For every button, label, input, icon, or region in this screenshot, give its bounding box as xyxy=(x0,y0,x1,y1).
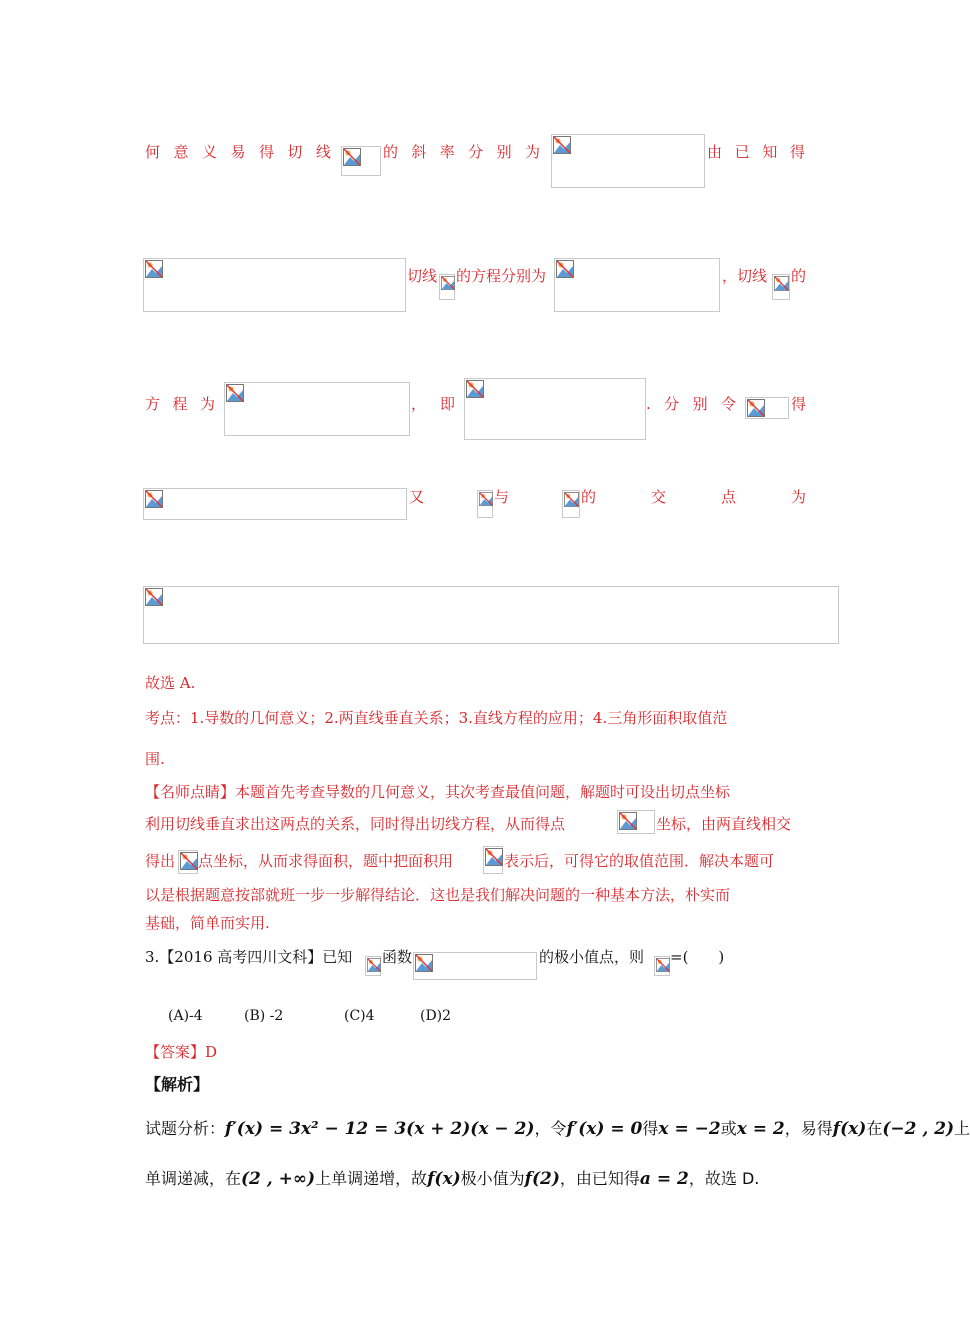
formula-image xyxy=(617,810,655,834)
broken-image-icon xyxy=(343,148,361,166)
q3-suffix: 的极小值点，则 xyxy=(539,948,645,966)
char: 知 xyxy=(762,143,778,161)
broken-image-icon xyxy=(441,276,455,290)
broken-image-icon xyxy=(747,399,765,417)
char: 分 xyxy=(664,395,680,413)
formula-image xyxy=(143,488,407,520)
line1-text-a xyxy=(145,143,331,161)
char: ， xyxy=(411,395,427,413)
knowledge-points-cont: 围. xyxy=(145,750,165,768)
char: 方 xyxy=(145,395,161,413)
option-d: (D)2 xyxy=(420,1008,452,1024)
teacher-comment-l3a: 得出 xyxy=(145,852,176,870)
formula-image xyxy=(745,397,789,419)
analysis-line-2: 单调递减，在(2 , +∞)上单调递增，故f(x)极小值为f(2)，由已知得a = 2，故选 D. xyxy=(145,1169,760,1189)
teacher-comment: 【名师点睛】本题首先考查导数的几何意义，其次考查最值问题，解题时可设出切点坐标 xyxy=(145,783,731,801)
char: 令 xyxy=(720,395,736,413)
formula-image xyxy=(551,134,705,188)
broken-image-icon xyxy=(145,588,163,606)
broken-image-icon xyxy=(226,384,244,402)
formula-image xyxy=(365,956,381,976)
q3-mid: 函数 xyxy=(382,948,413,966)
line1-text-b xyxy=(383,143,540,161)
formula-image xyxy=(439,274,455,300)
char: 别 xyxy=(496,143,512,161)
teacher-comment-l3b: 点坐标，从而求得面积，题中把面积用 xyxy=(198,852,454,870)
char: 易 xyxy=(230,143,246,161)
formula-image xyxy=(464,378,646,440)
char: 线 xyxy=(315,143,331,161)
char: 即 xyxy=(439,395,455,413)
line3-text-d: 得 xyxy=(791,395,807,413)
line3-text-c xyxy=(646,395,736,413)
analysis-line-1: 试题分析：f′(x) = 3x² − 12 = 3(x + 2)(x − 2)，令f′(x) = 0得x = −2或x = 2，易得f(x)在(−2 , 2)上 xyxy=(145,1119,970,1139)
char: 得 xyxy=(789,143,805,161)
char: 率 xyxy=(439,143,455,161)
formula-image xyxy=(562,490,580,518)
option-b: (B) -2 xyxy=(244,1008,284,1024)
line2-text-d: 的 xyxy=(791,267,807,285)
line2-text-b: 的方程分别为 xyxy=(456,267,547,285)
broken-image-icon xyxy=(553,136,571,154)
char: . xyxy=(646,395,651,413)
line4-text-d: 交 xyxy=(651,488,667,506)
formula-image xyxy=(483,846,503,874)
broken-image-icon xyxy=(564,492,579,507)
formula-image xyxy=(477,490,493,518)
answer-choice-line: 故选 A. xyxy=(145,674,196,692)
formula-image xyxy=(772,274,790,300)
line4-text-f: 为 xyxy=(791,488,807,506)
answer-label: 【答案】D xyxy=(145,1043,218,1061)
line3-text-a xyxy=(145,395,215,413)
char: 别 xyxy=(692,395,708,413)
formula-image xyxy=(341,146,381,176)
line4-text-a: 又 xyxy=(409,488,425,506)
option-a: (A)-4 xyxy=(168,1008,203,1024)
broken-image-icon xyxy=(485,848,503,866)
teacher-comment-l5: 基础，简单而实用. xyxy=(145,914,270,932)
formula-image xyxy=(224,382,410,436)
char: 已 xyxy=(734,143,750,161)
broken-image-icon xyxy=(774,276,789,291)
option-c: (C)4 xyxy=(344,1008,375,1024)
broken-image-icon xyxy=(479,492,493,506)
teacher-comment-l3c: 表示后，可得它的取值范围．解决本题可 xyxy=(504,852,775,870)
teacher-comment-l2a: 利用切线垂直求出这两点的关系，同时得出切线方程，从而得点 xyxy=(145,815,566,833)
broken-image-icon xyxy=(180,852,198,870)
broken-image-icon xyxy=(619,812,637,830)
char: 由 xyxy=(707,143,723,161)
line4-text-c: 的 xyxy=(581,488,597,506)
line3-text-b xyxy=(411,395,455,413)
line4-text-e: 点 xyxy=(721,488,737,506)
formula-image xyxy=(413,952,537,980)
formula-image xyxy=(143,258,406,312)
teacher-comment-l2b: 坐标，由两直线相交 xyxy=(656,815,792,833)
formula-image xyxy=(654,956,670,976)
line1-text-c xyxy=(707,143,805,161)
knowledge-points: 考点：1.导数的几何意义；2.两直线垂直关系；3.直线方程的应用；4.三角形面积取值范 xyxy=(145,709,728,727)
char: 斜 xyxy=(411,143,427,161)
formula-image xyxy=(143,586,839,644)
teacher-comment-l4: 以是根据题意按部就班一步一步解得结论．这也是我们解决问题的一种基本方法，朴实而 xyxy=(145,886,731,904)
broken-image-icon xyxy=(466,380,484,398)
broken-image-icon xyxy=(556,260,574,278)
char: 意 xyxy=(173,143,189,161)
line2-text-a: 切线 xyxy=(407,267,438,285)
analysis-label: 【解析】 xyxy=(145,1075,210,1094)
broken-image-icon xyxy=(145,490,163,508)
formula-image xyxy=(554,258,720,312)
broken-image-icon xyxy=(656,958,670,972)
char: 为 xyxy=(524,143,540,161)
char: 的 xyxy=(383,143,399,161)
char: 切 xyxy=(287,143,303,161)
q3-prefix: 3.【2016 高考四川文科】已知 xyxy=(145,948,353,966)
broken-image-icon xyxy=(415,954,433,972)
char: 何 xyxy=(145,143,161,161)
char: 分 xyxy=(468,143,484,161)
char: 程 xyxy=(172,395,188,413)
char: 得 xyxy=(258,143,274,161)
broken-image-icon xyxy=(367,958,381,972)
line2-text-c: ，切线 xyxy=(722,267,768,285)
char: 义 xyxy=(201,143,217,161)
formula-image xyxy=(178,850,198,874)
broken-image-icon xyxy=(145,260,163,278)
q3-end: =( ) xyxy=(670,948,725,966)
line4-text-b: 与 xyxy=(494,488,510,506)
char: 为 xyxy=(199,395,215,413)
